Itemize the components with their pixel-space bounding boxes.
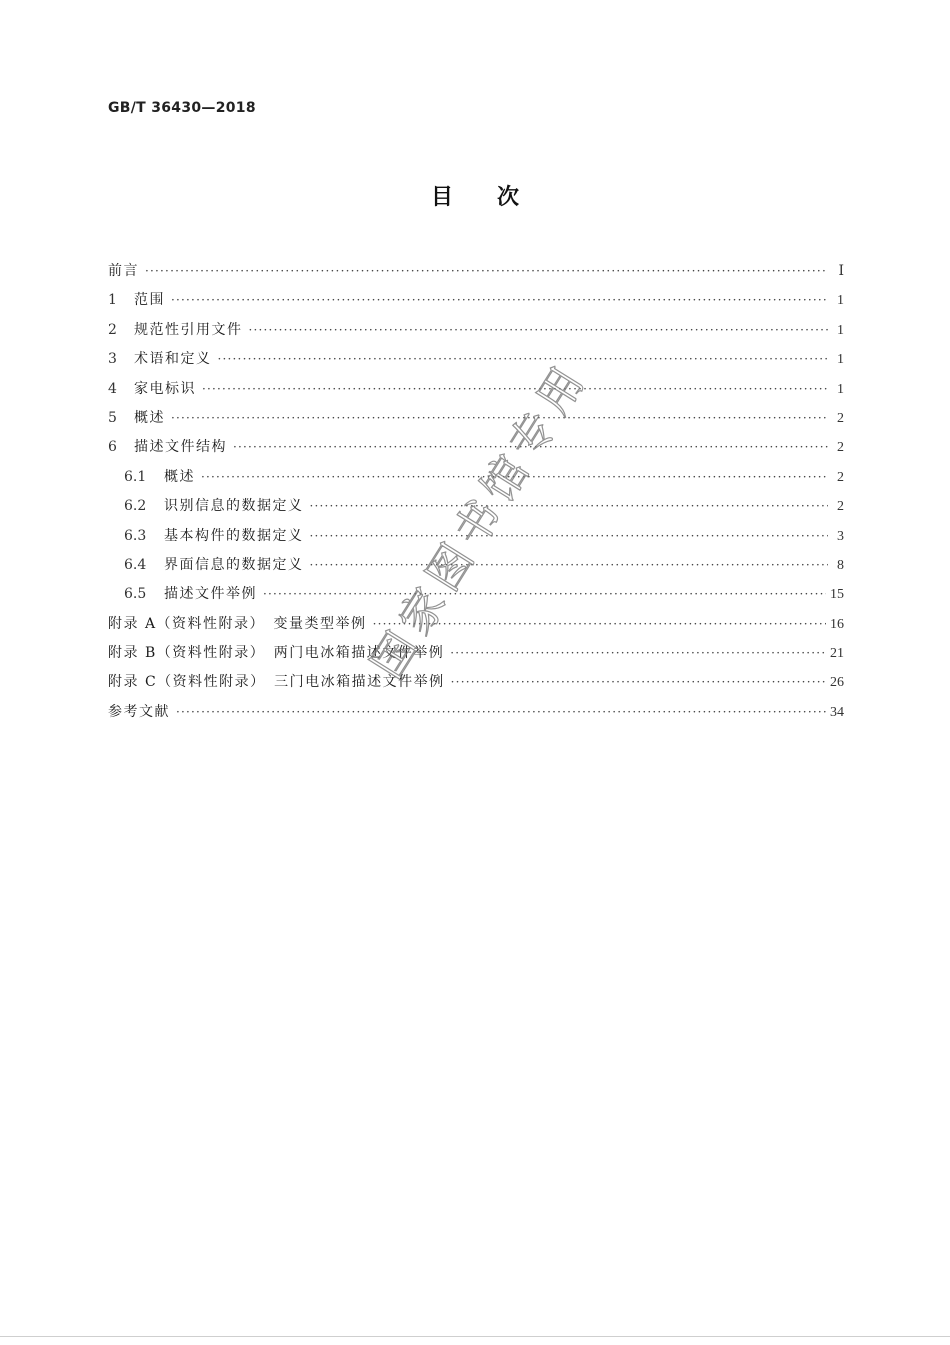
- toc-dot-leader: [171, 286, 828, 315]
- toc-title: 目次: [430, 185, 563, 210]
- toc-entry[interactable]: [108, 375, 844, 404]
- toc-entry-number: 1: [108, 292, 117, 309]
- toc-entry[interactable]: [108, 257, 844, 286]
- toc-entry-label: 描述文件结构: [134, 439, 227, 456]
- toc-entry-number: 6.1: [124, 468, 147, 485]
- toc-dot-leader: [451, 668, 826, 697]
- toc-entry-page: 16: [830, 616, 844, 632]
- toc-entry[interactable]: [108, 668, 844, 697]
- toc-entry-page: Ⅰ: [838, 264, 844, 279]
- toc-entry[interactable]: [108, 316, 844, 345]
- toc-entry-label: 描述文件举例: [164, 586, 257, 603]
- toc-entry-page: 1: [837, 293, 844, 309]
- toc-entry-page: 2: [837, 499, 844, 515]
- toc-entry-label: 识别信息的数据定义: [164, 498, 304, 515]
- toc-entry[interactable]: [108, 580, 844, 609]
- toc-entry-label: 附录 B（资料性附录） 两门电冰箱描述文件举例: [108, 645, 445, 662]
- toc-entry-label: 规范性引用文件: [134, 321, 243, 338]
- toc-dot-leader: [218, 345, 829, 374]
- toc-entry-page: 3: [837, 528, 844, 544]
- toc-entry-page: 1: [837, 322, 844, 338]
- toc-entry-number: 2: [108, 321, 117, 338]
- toc-entry-label: 附录 A（资料性附录） 变量类型举例: [108, 615, 367, 632]
- toc-entry-number: 6.4: [124, 556, 147, 573]
- toc-entry-page: 34: [830, 704, 844, 720]
- toc-entry-label: 前言: [108, 263, 139, 279]
- toc-entry[interactable]: [108, 345, 844, 374]
- toc-entry-number: 6.3: [124, 527, 147, 544]
- toc-entry-number: 6.5: [124, 586, 147, 603]
- toc-dot-leader: [450, 639, 826, 668]
- document-code: GB/T 36430—2018: [108, 100, 256, 116]
- toc-entry[interactable]: [108, 404, 844, 433]
- toc-entry-label: 参考文献: [108, 703, 170, 720]
- toc-dot-leader: [310, 522, 829, 551]
- toc-entry-page: 26: [830, 675, 844, 691]
- toc-dot-leader: [176, 698, 826, 727]
- toc-entry-label: 附录 C（资料性附录） 三门电冰箱描述文件举例: [108, 674, 445, 691]
- toc-dot-leader: [249, 316, 829, 345]
- toc-dot-leader: [310, 492, 829, 521]
- toc-entry-number: 4: [108, 380, 117, 397]
- toc-dot-leader: [145, 257, 828, 286]
- toc-entry-number: 6.2: [124, 498, 147, 515]
- toc-entry-page: 2: [837, 410, 844, 426]
- toc-entry[interactable]: [108, 286, 844, 315]
- toc-entry-number: 5: [108, 409, 117, 426]
- toc-entry-label: 界面信息的数据定义: [164, 556, 304, 573]
- toc-entry-page: 21: [830, 646, 844, 662]
- toc-dot-leader: [263, 580, 826, 609]
- toc-entry-page: 15: [830, 587, 844, 603]
- toc-entry-label: 家电标识: [134, 380, 196, 397]
- toc-entry-page: 2: [837, 469, 844, 485]
- toc-dot-leader: [310, 551, 829, 580]
- toc-entry-label: 概述: [164, 468, 195, 485]
- toc-entry-page: 2: [837, 440, 844, 456]
- toc-entry-number: 3: [108, 351, 117, 368]
- toc-entry-label: 术语和定义: [134, 351, 212, 368]
- toc-entry[interactable]: [108, 639, 844, 668]
- watermark-stamp: 国家图书馆专用: [362, 352, 599, 688]
- toc-entry-page: 1: [837, 381, 844, 397]
- toc-entry-page: 8: [837, 557, 844, 573]
- toc-entry-page: 1: [837, 352, 844, 368]
- toc-entry-number: 6: [108, 439, 117, 456]
- page-bottom-divider: [0, 1336, 950, 1337]
- toc-entry[interactable]: [108, 610, 844, 639]
- toc-entry-label: 范围: [134, 292, 165, 309]
- toc-entry-label: 基本构件的数据定义: [164, 527, 304, 544]
- toc-entry[interactable]: [108, 698, 844, 727]
- toc-entry-label: 概述: [134, 409, 165, 426]
